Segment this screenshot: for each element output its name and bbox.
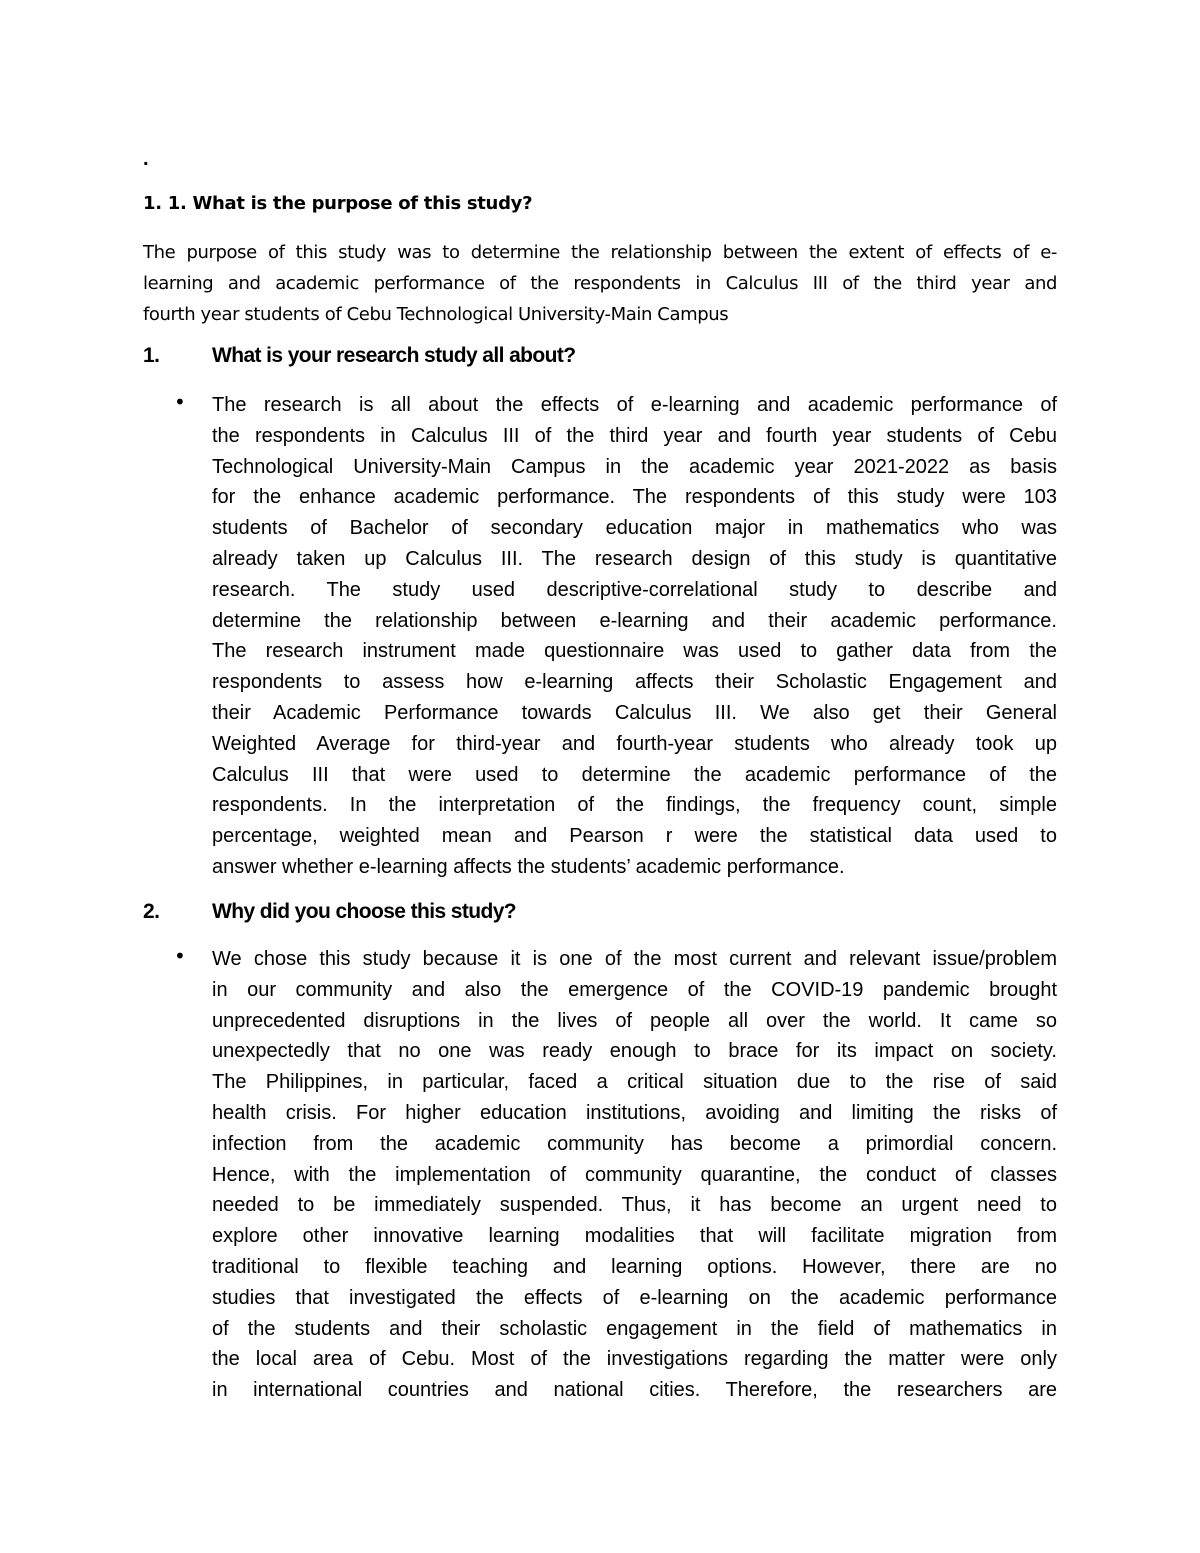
text-line: infection from the academic community has become a primordial concern. — [212, 1132, 1057, 1155]
text-line: unexpectedly that no one was ready enough to brace for its impact on society. — [212, 1040, 1057, 1063]
text-line: respondents to assess how e-learning affects their Scholastic Engagement and — [212, 671, 1057, 694]
text-line: traditional to flexible teaching and learning options. However, there are no — [212, 1255, 1057, 1278]
question-purpose: 1. 1. What is the purpose of this study? — [143, 193, 533, 214]
section-2-heading — [143, 900, 516, 924]
text-line: Calculus III that were used to determine the academic performance of the — [212, 763, 1057, 786]
section-2-title: Why did you choose this study? — [212, 900, 517, 923]
text-line: fourth year students of Cebu Technological University-Main Campus — [143, 303, 729, 325]
section-2-number: 2. — [143, 900, 160, 923]
section-2-paragraph — [212, 944, 1057, 1406]
text-line: learning and academic performance of the respondents in Calculus III of the third year and — [143, 272, 1057, 294]
top-mark: . — [143, 148, 149, 170]
section-1-title: What is your research study all about? — [212, 344, 576, 367]
text-line: in international countries and national cities. Therefore, the researchers are — [212, 1379, 1057, 1402]
text-line: health crisis. For higher education institutions, avoiding and limiting the risks of — [212, 1101, 1057, 1124]
text-line: Hence, with the implementation of community quarantine, the conduct of classes — [212, 1163, 1057, 1186]
text-line: unprecedented disruptions in the lives of people all over the world. It came so — [212, 1009, 1057, 1032]
text-line: for the enhance academic performance. The respondents of this study were 103 — [212, 486, 1057, 509]
text-line: studies that investigated the effects of e-learning on the academic performance — [212, 1286, 1057, 1309]
text-line: of the students and their scholastic engagement in the field of mathematics in — [212, 1317, 1057, 1340]
text-line: percentage, weighted mean and Pearson r were the statistical data used to — [212, 825, 1057, 848]
text-line: determine the relationship between e-learning and their academic performance. — [212, 609, 1057, 632]
text-line: needed to be immediately suspended. Thus, it has become an urgent need to — [212, 1194, 1057, 1217]
text-line: research. The study used descriptive-correlational study to describe and — [212, 578, 1057, 601]
text-line: Technological University-Main Campus in the academic year 2021-2022 as basis — [212, 455, 1057, 478]
bullet-icon: • — [174, 390, 186, 414]
text-line: answer whether e-learning affects the students’ academic performance. — [212, 855, 845, 878]
purpose-paragraph — [143, 238, 1057, 330]
text-line: The research is all about the effects of e-learning and academic performance of — [212, 394, 1057, 416]
text-line: students of Bachelor of secondary education major in mathematics who was — [212, 517, 1057, 540]
section-1-number: 1. — [143, 344, 160, 367]
text-line: their Academic Performance towards Calculus III. We also get their General — [212, 701, 1057, 724]
text-line: already taken up Calculus III. The research design of this study is quantitative — [212, 547, 1057, 570]
text-line: The Philippines, in particular, faced a critical situation due to the rise of said — [212, 1071, 1057, 1094]
text-line: the respondents in Calculus III of the third year and fourth year students of Cebu — [212, 424, 1057, 447]
text-line: in our community and also the emergence of the COVID-19 pandemic brought — [212, 978, 1057, 1001]
text-line: The research instrument made questionnaire was used to gather data from the — [212, 640, 1057, 663]
text-line: respondents. In the interpretation of the findings, the frequency count, simple — [212, 794, 1057, 817]
text-line: the local area of Cebu. Most of the investigations regarding the matter were only — [212, 1348, 1057, 1371]
text-line: Weighted Average for third-year and fourth-year students who already took up — [212, 732, 1057, 755]
text-line: explore other innovative learning modalities that will facilitate migration from — [212, 1225, 1057, 1248]
text-line: We chose this study because it is one of the most current and relevant issue/problem — [212, 948, 1057, 970]
text-line: The purpose of this study was to determine the relationship between the extent of effects of e- — [143, 242, 1057, 263]
section-1-paragraph — [212, 390, 1057, 883]
bullet-icon: • — [174, 944, 186, 968]
section-1-heading — [143, 344, 575, 368]
